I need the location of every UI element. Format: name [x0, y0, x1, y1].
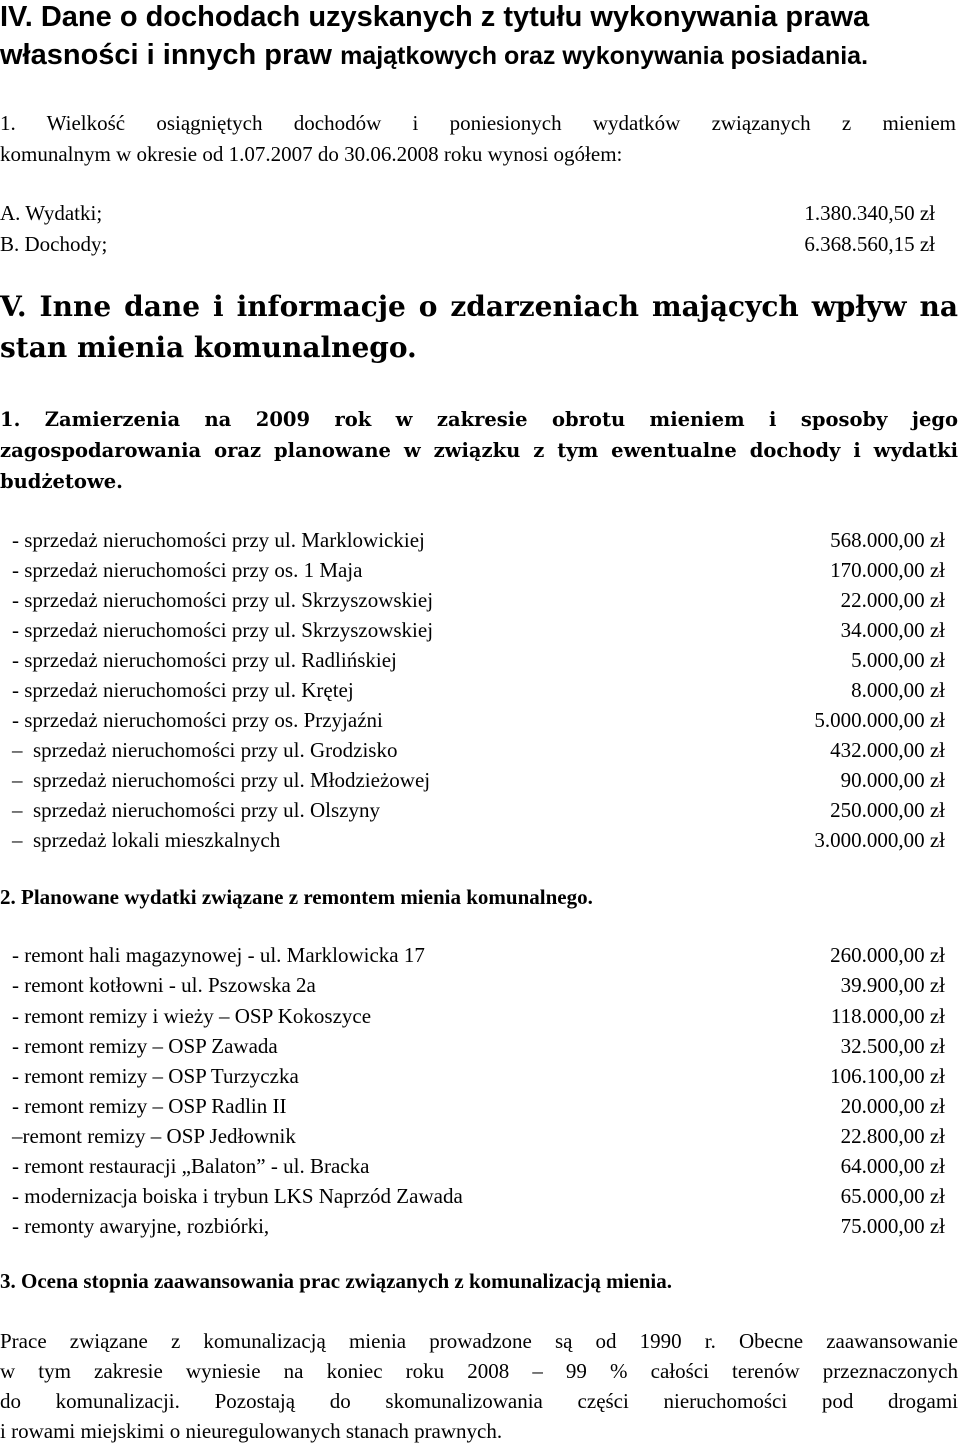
sales-item-amount: 5.000,00 zł — [851, 648, 945, 672]
repair-item — [12, 1001, 945, 1031]
point3-text-line2: w tym zakresie wyniesie na koniec roku 2008 – 99 % całości terenów przeznaczonych — [0, 1359, 958, 1383]
bullet: – — [12, 798, 23, 822]
repair-item — [12, 1121, 945, 1151]
repair-item-amount: 22.800,00 zł — [840, 1124, 945, 1148]
sales-item-amount: 22.000,00 zł — [840, 588, 945, 612]
section-iv-title-line2 — [0, 36, 956, 75]
repair-item — [12, 970, 945, 1000]
sales-item — [12, 555, 945, 585]
repair-item — [12, 940, 945, 970]
section-v-point2-title: 2. Planowane wydatki związane z remontem mienia komunalnego. — [0, 885, 593, 909]
income-row — [0, 229, 935, 259]
repair-item-amount: 106.100,00 zł — [830, 1064, 945, 1088]
repair-item — [12, 1181, 945, 1211]
repair-item-amount: 39.900,00 zł — [840, 973, 945, 997]
sales-item-amount: 34.000,00 zł — [840, 618, 945, 642]
sales-item-label: sprzedaż nieruchomości przy ul. Krętej — [24, 678, 354, 702]
expenses-amount: 1.380.340,50 zł — [804, 201, 935, 225]
sales-item — [12, 735, 945, 765]
repair-item-label: - remont kotłowni - ul. Pszowska 2a — [12, 973, 316, 997]
section-v-title-line2: stan mienia komunalnego. — [0, 331, 417, 364]
repair-item-amount: 118.000,00 zł — [830, 1004, 945, 1028]
sales-item — [12, 585, 945, 615]
sales-item — [12, 795, 945, 825]
expenses-label: A. Wydatki; — [0, 201, 103, 225]
income-label: B. Dochody; — [0, 232, 108, 256]
section-v-point1-line2: zagospodarowania oraz planowane w związku z tym ewentualne dochody i wydatki — [0, 439, 958, 462]
repair-item-amount: 20.000,00 zł — [840, 1094, 945, 1118]
sales-item — [12, 765, 945, 795]
sales-item-label: sprzedaż nieruchomości przy ul. Skrzyszowskiej — [24, 618, 434, 642]
section-iv-title-part3: majątkowych oraz wykonywania posiadania. — [340, 42, 869, 70]
sales-item-label: sprzedaż lokali mieszkalnych — [33, 828, 281, 852]
sales-item-label: sprzedaż nieruchomości przy ul. Radlińskiej — [24, 648, 397, 672]
sales-item-amount: 90.000,00 zł — [840, 768, 945, 792]
sales-item-amount: 5.000.000,00 zł — [814, 708, 945, 732]
bullet: - — [12, 528, 19, 552]
section-iv-point1-line2: komunalnym w okresie od 1.07.2007 do 30.06.2008 roku wynosi ogółem: — [0, 142, 623, 166]
bullet: - — [12, 618, 19, 642]
repair-item-label: - remonty awaryjne, rozbiórki, — [12, 1214, 270, 1238]
sales-item-label: sprzedaż nieruchomości przy os. 1 Maja — [24, 558, 363, 582]
section-iv-title-part2: własności i innych praw — [0, 39, 332, 71]
repair-item — [12, 1031, 945, 1061]
sales-item — [12, 525, 945, 555]
repair-item-amount: 32.500,00 zł — [840, 1034, 945, 1058]
sales-item — [12, 825, 945, 855]
repair-item-label: - remont hali magazynowej - ul. Marklowicka 17 — [12, 943, 425, 967]
point3-text-line4: i rowami miejskimi o nieuregulowanych stanach prawnych. — [0, 1419, 503, 1443]
sales-item-amount: 250.000,00 zł — [830, 798, 945, 822]
sales-item-amount: 170.000,00 zł — [830, 558, 945, 582]
section-v-title-line1: V. Inne dane i informacje o zdarzeniach mających wpływ na — [0, 290, 958, 323]
bullet: - — [12, 648, 19, 672]
bullet: – — [12, 828, 23, 852]
sales-item — [12, 675, 945, 705]
sales-item-label: sprzedaż nieruchomości przy os. Przyjaźni — [24, 708, 383, 732]
repair-item — [12, 1091, 945, 1121]
bullet: – — [12, 768, 23, 792]
point3-text-line1: Prace związane z komunalizacją mienia prowadzone są od 1990 r. Obecne zaawansowanie — [0, 1329, 958, 1353]
sales-item-amount: 3.000.000,00 zł — [814, 828, 945, 852]
repair-item-amount: 64.000,00 zł — [840, 1154, 945, 1178]
repair-item-label: - remont restauracji „Balaton” - ul. Bracka — [12, 1154, 370, 1178]
bullet: - — [12, 558, 19, 582]
expenses-row — [0, 198, 935, 228]
section-v-point1-line1: 1. Zamierzenia na 2009 rok w zakresie obrotu mieniem i sposoby jego — [0, 408, 958, 431]
repair-item-label: - remont remizy – OSP Radlin II — [12, 1094, 287, 1118]
sales-item — [12, 615, 945, 645]
bullet: – — [12, 738, 23, 762]
sales-item-amount: 568.000,00 zł — [830, 528, 945, 552]
repair-item-amount: 65.000,00 zł — [840, 1184, 945, 1208]
section-v-point3-title: 3. Ocena stopnia zaawansowania prac związanych z komunalizacją mienia. — [0, 1269, 672, 1293]
repair-item-label: –remont remizy – OSP Jedłownik — [12, 1124, 296, 1148]
sales-item-label: sprzedaż nieruchomości przy ul. Młodzieżowej — [33, 768, 431, 792]
repair-item-label: - modernizacja boiska i trybun LKS Naprzód Zawada — [12, 1184, 463, 1208]
point3-text-line3: do komunalizacji. Pozostają do skomunalizowania części nieruchomości pod drogami — [0, 1389, 958, 1413]
repair-item — [12, 1151, 945, 1181]
section-iv-title-line1: IV. Dane o dochodach uzyskanych z tytułu wykonywania prawa — [0, 1, 870, 33]
sales-item-label: sprzedaż nieruchomości przy ul. Olszyny — [33, 798, 380, 822]
repair-item-amount: 260.000,00 zł — [830, 943, 945, 967]
bullet: - — [12, 708, 19, 732]
repair-item-label: - remont remizy – OSP Turzyczka — [12, 1064, 299, 1088]
repair-item-amount: 75.000,00 zł — [840, 1214, 945, 1238]
sales-item — [12, 645, 945, 675]
repair-item — [12, 1211, 945, 1241]
section-iv-point1-line1: 1. Wielkość osiągniętych dochodów i poniesionych wydatków związanych z mieniem — [0, 111, 956, 135]
sales-item-amount: 8.000,00 zł — [851, 678, 945, 702]
bullet: - — [12, 678, 19, 702]
repair-item — [12, 1061, 945, 1091]
repair-item-label: - remont remizy i wieży – OSP Kokoszyce — [12, 1004, 372, 1028]
bullet: - — [12, 588, 19, 612]
sales-item-label: sprzedaż nieruchomości przy ul. Skrzyszowskiej — [24, 588, 434, 612]
repair-item-label: - remont remizy – OSP Zawada — [12, 1034, 278, 1058]
sales-item-label: sprzedaż nieruchomości przy ul. Marklowickiej — [24, 528, 425, 552]
income-amount: 6.368.560,15 zł — [804, 232, 935, 256]
sales-item-amount: 432.000,00 zł — [830, 738, 945, 762]
section-v-point1-line3: budżetowe. — [0, 470, 123, 493]
sales-item-label: sprzedaż nieruchomości przy ul. Grodzisko — [33, 738, 398, 762]
sales-item — [12, 705, 945, 735]
